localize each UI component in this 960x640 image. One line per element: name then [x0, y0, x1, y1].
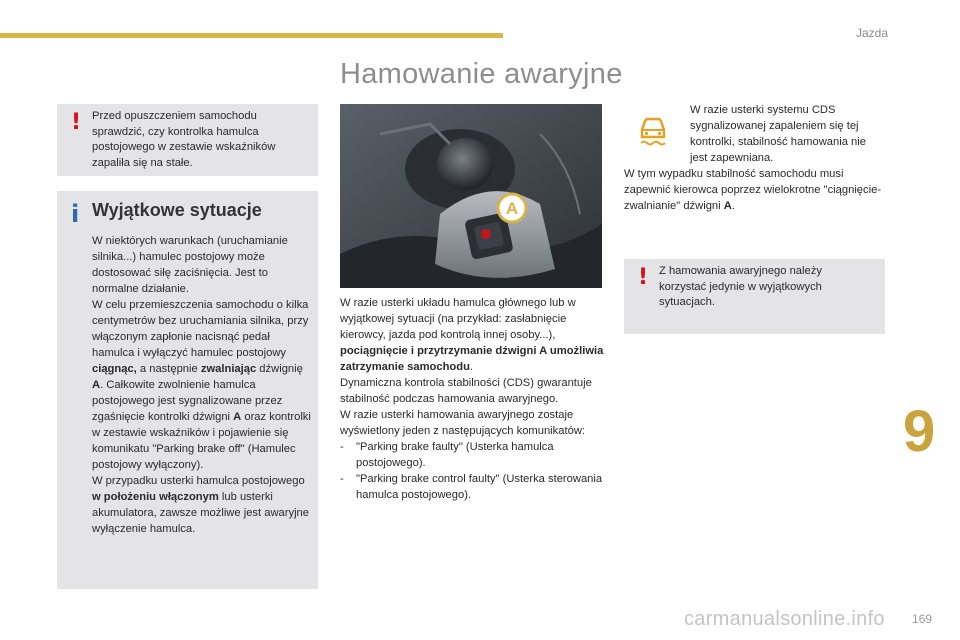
- info-box: [57, 191, 318, 589]
- cds-warning-icon: [633, 110, 673, 150]
- photo-label-a: A: [505, 199, 519, 218]
- list-item: - "Parking brake control faulty" (Usterka sterowania hamulca postojowego).: [340, 473, 603, 501]
- list-item: - "Parking brake faulty" (Usterka hamulca postojowego).: [340, 441, 554, 469]
- middle-paragraph: W razie usterki hamowania awaryjnego zostaje wyświetlony jeden z następujących komunikatów:: [340, 409, 586, 437]
- warning-text: Przed opuszczeniem samochodu sprawdzić, czy kontrolka hamulca postojowego w zestawie wskaźników zapaliła się na stałe.: [92, 110, 276, 169]
- warning-box-bottom: [624, 259, 885, 334]
- info-icon: i: [71, 200, 80, 228]
- parking-brake-photo: [340, 104, 602, 288]
- warning-text: Z hamowania awaryjnego należy korzystać jedynie w wyjątkowych sytuacjach.: [659, 265, 822, 308]
- exclamation-icon: !: [638, 265, 649, 290]
- info-paragraph: W niektórych warunkach (uruchamianie silnika...) hamulec postojowy może dostosować siłę zaciśnięcia. Jest to normalne działanie.: [92, 235, 288, 295]
- chapter-number: 9: [903, 399, 936, 464]
- info-paragraph: W przypadku usterki hamulca postojowego w położeniu włączonym lub usterki akumulatora, zawsze możliwe jest awaryjne wyłączenie hamulca.: [92, 475, 309, 535]
- info-body: [92, 233, 314, 537]
- info-heading: Wyjątkowe sytuacje: [92, 200, 262, 220]
- page-number: 169: [912, 612, 933, 626]
- warning-box-top: [57, 104, 318, 176]
- middle-paragraph: Dynamiczna kontrola stabilności (CDS) gwarantuje stabilność podczas hamowania awaryjnego.: [340, 377, 592, 405]
- watermark: carmanualsonline.info: [684, 608, 885, 630]
- section-name: Jazda: [855, 26, 888, 40]
- info-paragraph: W celu przemieszczenia samochodu o kilka centymetrów bez uruchamiania silnika, przy włączonym zapłonie nacisnąć pedał hamulca i wyłączyć hamulec postojowy ciągnąc, a następnie zwalniając dźwignię A. Całkowite zwolnienie hamulca postojowego jest sygnalizowane przez zgaśnięcie kontrolki dźwigni A oraz kontrolki w zestawie wskaźników i pojawienie się komunikatu "Parking brake off" (Hamulec postojowy wyłączony).: [92, 299, 311, 471]
- cds-instruction: W tym wypadku stabilność samochodu musi zapewnić kierowca poprzez wielokrotne "ciągnięcie-zwalnianie" dźwigni A.: [624, 168, 882, 212]
- middle-column-text: [340, 295, 605, 503]
- middle-paragraph: W razie usterki układu hamulca głównego lub w wyjątkowej sytuacji (na przykład: zasłabnięcie kierowcy, jazda pod kontrolą innej osoby...), pociągnięcie i przytrzymanie dźwigni A umożliwia zatrzymanie samochodu.: [340, 297, 604, 373]
- parking-brake-illustration: [340, 104, 602, 288]
- exclamation-icon: !: [71, 110, 82, 135]
- cds-description: W razie usterki systemu CDS sygnalizowanej zapaleniem się tej kontrolki, stabilność hamowania nie jest zapewniana.: [690, 104, 866, 164]
- header-accent-bar: [0, 33, 503, 38]
- page-title: Hamowanie awaryjne: [340, 58, 623, 90]
